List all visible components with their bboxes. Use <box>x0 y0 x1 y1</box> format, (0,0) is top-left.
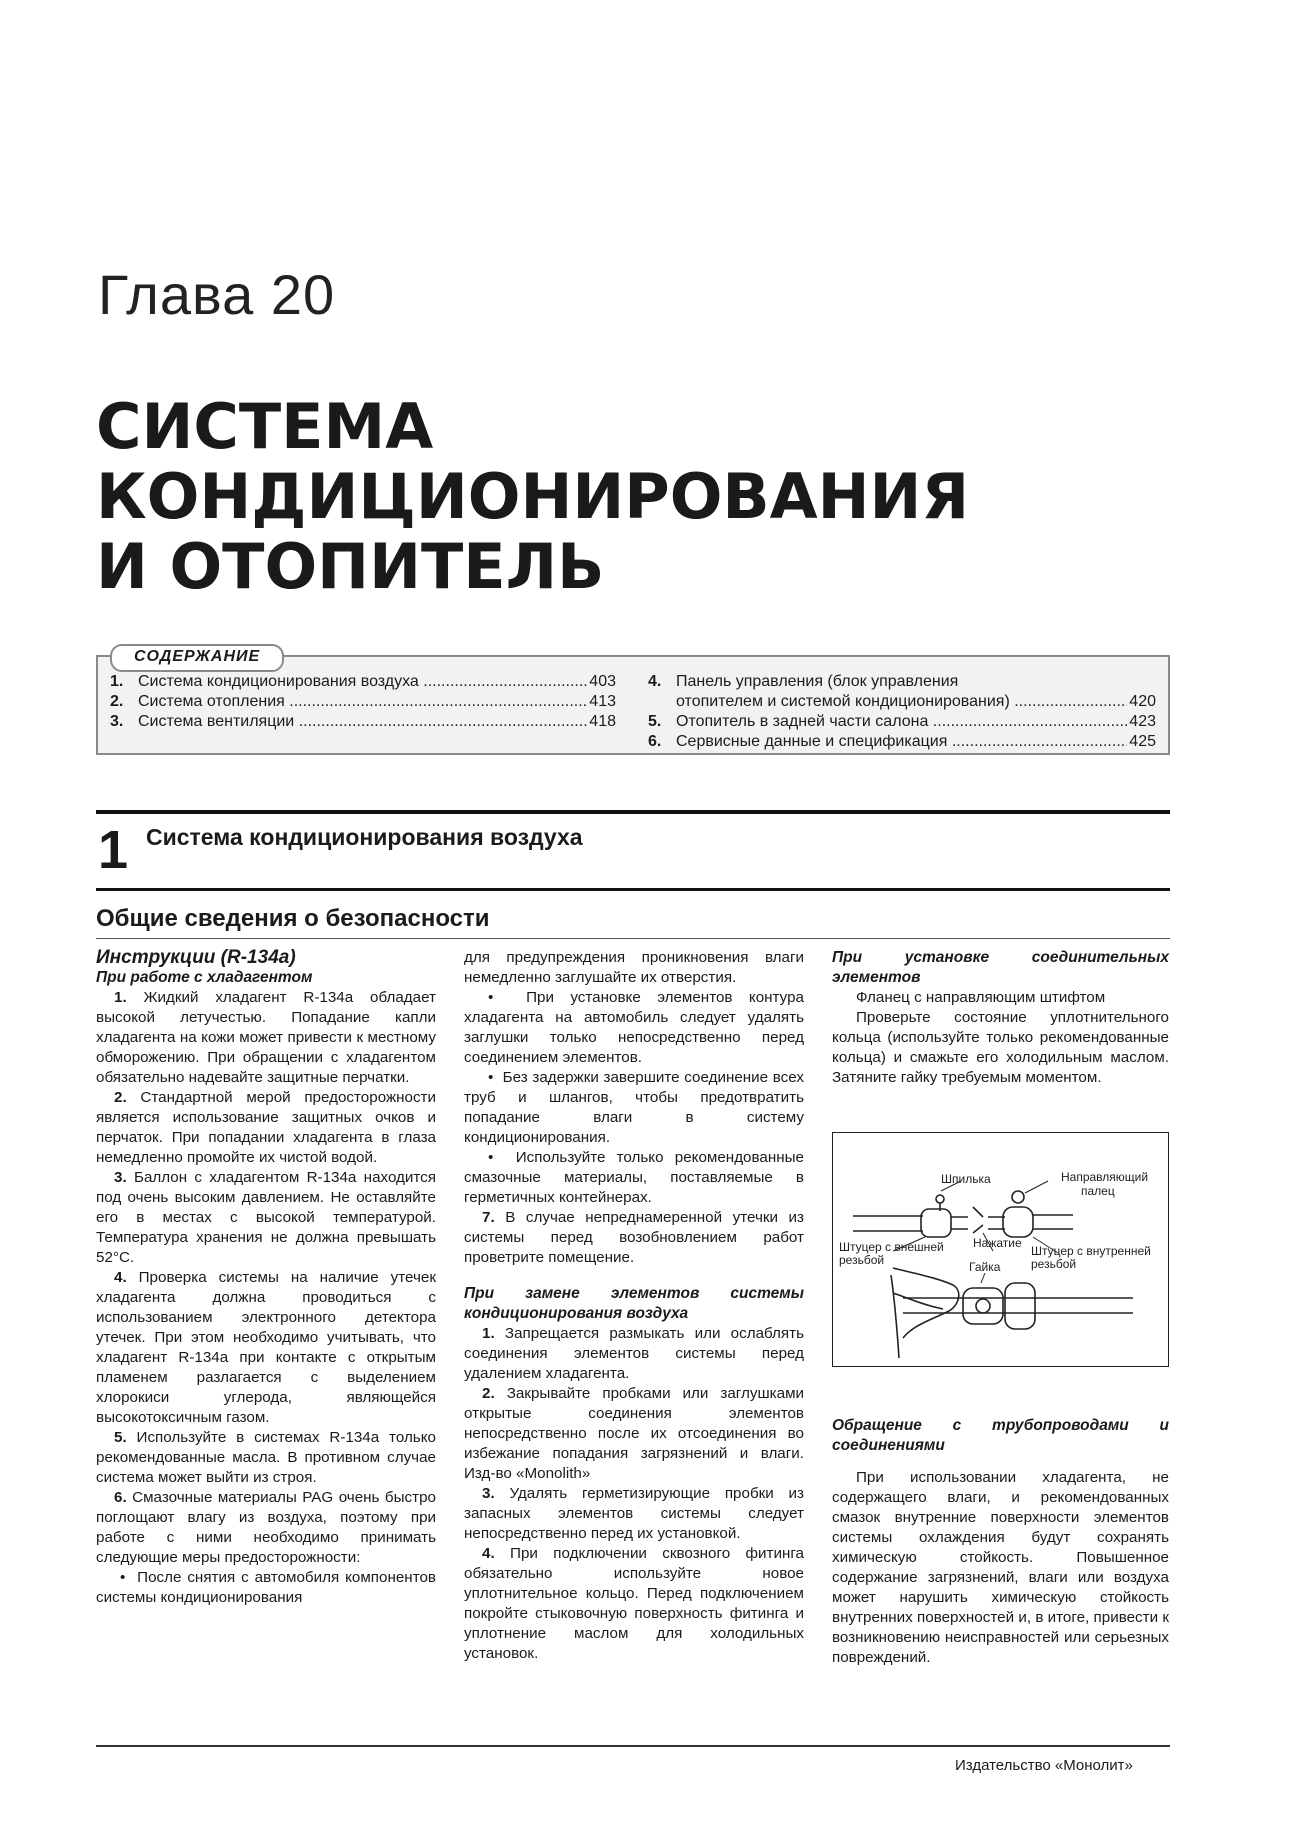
subsection-rule <box>96 938 1170 939</box>
toc-item-continuation[interactable]: отопителем и системой кондиционирования) ..... 420 <box>648 692 1156 712</box>
figure-label: Штуцер с внутренней <box>1031 1244 1151 1258</box>
numbered-paragraph: 5. Используйте в системах R-134a только рекомендованные масла. В противном случае система может выйти из строя. <box>96 1429 436 1486</box>
toc-item[interactable]: 2. Система отопления ..... 413 <box>110 692 616 712</box>
column-subheading: Обращение с трубопроводами и соединениями <box>832 1417 1169 1454</box>
numbered-paragraph: 3. Баллон с хладагентом R-134a находится под очень высоким давлением. Не оставляйте его в местах с высокой температурой. Температура хранения не должна превышать 52°C. <box>96 1169 437 1266</box>
toc-badge: СОДЕРЖАНИЕ <box>110 644 284 672</box>
figure-label: Шпилька <box>941 1172 991 1186</box>
paragraph: Фланец с направляющим штифтом <box>856 989 1106 1006</box>
figure-label: Направляющий <box>1061 1170 1149 1184</box>
numbered-paragraph: 2. Стандартной мерой предосторожности является использование защитных очков и перчаток. При попадании хладагента в глаза немедленно промойте их чистой водой. <box>96 1089 436 1166</box>
bullet-paragraph: • Без задержки завершите соединение всех труб и шлангов, чтобы предотвратить попадание влаги в систему кондиционирования. <box>464 1069 804 1146</box>
column-subheading: При установке соединительных элементов <box>832 949 1169 986</box>
numbered-paragraph: 2. Закрывайте пробками или заглушками открытые соединения элементов непосредственно после их отсоединения во избежание попадания загрязнений и влаги. Изд-во «Monolith» <box>464 1385 805 1482</box>
figure-label: резьбой <box>1031 1257 1077 1271</box>
toc-item[interactable]: 5. Отопитель в задней части салона ..... 423 <box>648 712 1156 732</box>
figure-label: Гайка <box>969 1260 1001 1274</box>
chapter-label: Глава 20 <box>98 263 336 326</box>
bullet-paragraph: • При установке элементов контура хладагента на автомобиль следует удалять заглушки только непосредственно перед соединением элементов. <box>464 989 804 1066</box>
paragraph: Проверьте состояние уплотнительного кольца (используйте только рекомендованные кольца) и смажьте его холодильным маслом. Затяните гайку требуемым моментом. <box>832 1009 1169 1086</box>
publisher-footer: Издательство «Монолит» <box>955 1757 1133 1774</box>
numbered-paragraph: 7. В случае непреднамеренной утечки из системы перед возобновлением работ проветрите помещение. <box>464 1209 804 1266</box>
bullet-paragraph: • После снятия с автомобиля компонентов системы кондиционирования <box>96 1569 436 1606</box>
section-rule-bottom <box>96 888 1170 891</box>
toc-column-left <box>110 672 616 732</box>
toc-item[interactable]: 1. Система кондиционирования воздуха ..... 403 <box>110 672 616 692</box>
footer-rule <box>96 1745 1170 1747</box>
table-of-contents <box>96 648 1170 755</box>
numbered-paragraph: 6. Смазочные материалы PAG очень быстро поглощают влагу из воздуха, поэтому при работе с ними необходимо принимать следующие меры предосторожности: <box>96 1489 436 1566</box>
paragraph: При использовании хладагента, не содержащего влаги, и рекомендованных смазок внутренние поверхности элементов системы охлаждения будут сохранять химическую стойкость. Повышенное содержание загрязнений, влаги или воздуха может нарушить химическую стойкость внутренних поверхностей и, в итоге, привести к возникновению неисправностей или серьезных повреждений. <box>832 1469 1169 1666</box>
section-title: Система кондиционирования воздуха <box>146 824 583 850</box>
column-subheading: При замене элементов системы кондиционирования воздуха <box>464 1285 804 1322</box>
numbered-paragraph: 3. Удалять герметизирующие пробки из запасных элементов системы следует непосредственно перед их установкой. <box>464 1485 805 1542</box>
numbered-paragraph: 1. Запрещается размыкать или ослаблять соединения элементов системы перед удалением хладагента. <box>464 1325 804 1382</box>
toc-item[interactable]: 6. Сервисные данные и спецификация ..... 425 <box>648 732 1156 752</box>
toc-column-right <box>648 672 1156 752</box>
continued-paragraph: для предупреждения проникновения влаги немедленно заглушайте их отверстия. <box>464 949 804 986</box>
section-number: 1 <box>98 820 129 880</box>
page-title <box>96 392 969 602</box>
title-line: СИСТЕМА <box>96 390 434 463</box>
text-column-1 <box>96 948 436 1608</box>
text-column-2 <box>464 948 804 1664</box>
toc-item[interactable]: 4. Панель управления (блок управления <box>648 673 959 690</box>
text-column-3-lower <box>832 1416 1169 1668</box>
figure-label: Штуцер с внешней <box>839 1240 944 1254</box>
numbered-paragraph: 1. Жидкий хладагент R-134a обладает высокой летучестью. Попадание капли хладагента на кожи может привести к местному обморожению. При обращении с хладагентом обязательно надевайте защитные перчатки. <box>96 989 437 1086</box>
figure-label: Нажатие <box>973 1236 1022 1250</box>
title-line: И ОТОПИТЕЛЬ <box>96 530 605 603</box>
column-subheading: При работе с хладагентом <box>96 969 313 986</box>
section-rule-top <box>96 810 1170 814</box>
figure-label: палец <box>1081 1184 1115 1198</box>
numbered-paragraph: 4. Проверка системы на наличие утечек хладагента должна проводиться с использованием электронного детектора утечек. При этом необходимо учитывать, что хладагент R-134a при контакте с открытым пламенем разлагается с выделением хлорокиси углерода, являющейся высокотоксичным газом. <box>96 1269 436 1426</box>
numbered-paragraph: 4. При подключении сквозного фитинга обязательно используйте новое уплотнительное кольцо. Перед подключением покройте стыковочную поверхность фитинга и уплотнение маслом для холодильных установок. <box>464 1545 804 1662</box>
text-column-3 <box>832 948 1169 1088</box>
toc-item[interactable]: 3. Система вентиляции ..... 418 <box>110 712 616 732</box>
title-line: КОНДИЦИОНИРОВАНИЯ <box>96 460 970 533</box>
subsection-heading: Общие сведения о безопасности <box>96 905 490 932</box>
figure-label: резьбой <box>839 1253 885 1267</box>
connector-figure <box>832 1132 1169 1367</box>
column-heading: Инструкции (R-134a) <box>96 947 296 968</box>
bullet-paragraph: • Используйте только рекомендованные смазочные материалы, поставляемые в герметичных контейнерах. <box>464 1149 804 1206</box>
